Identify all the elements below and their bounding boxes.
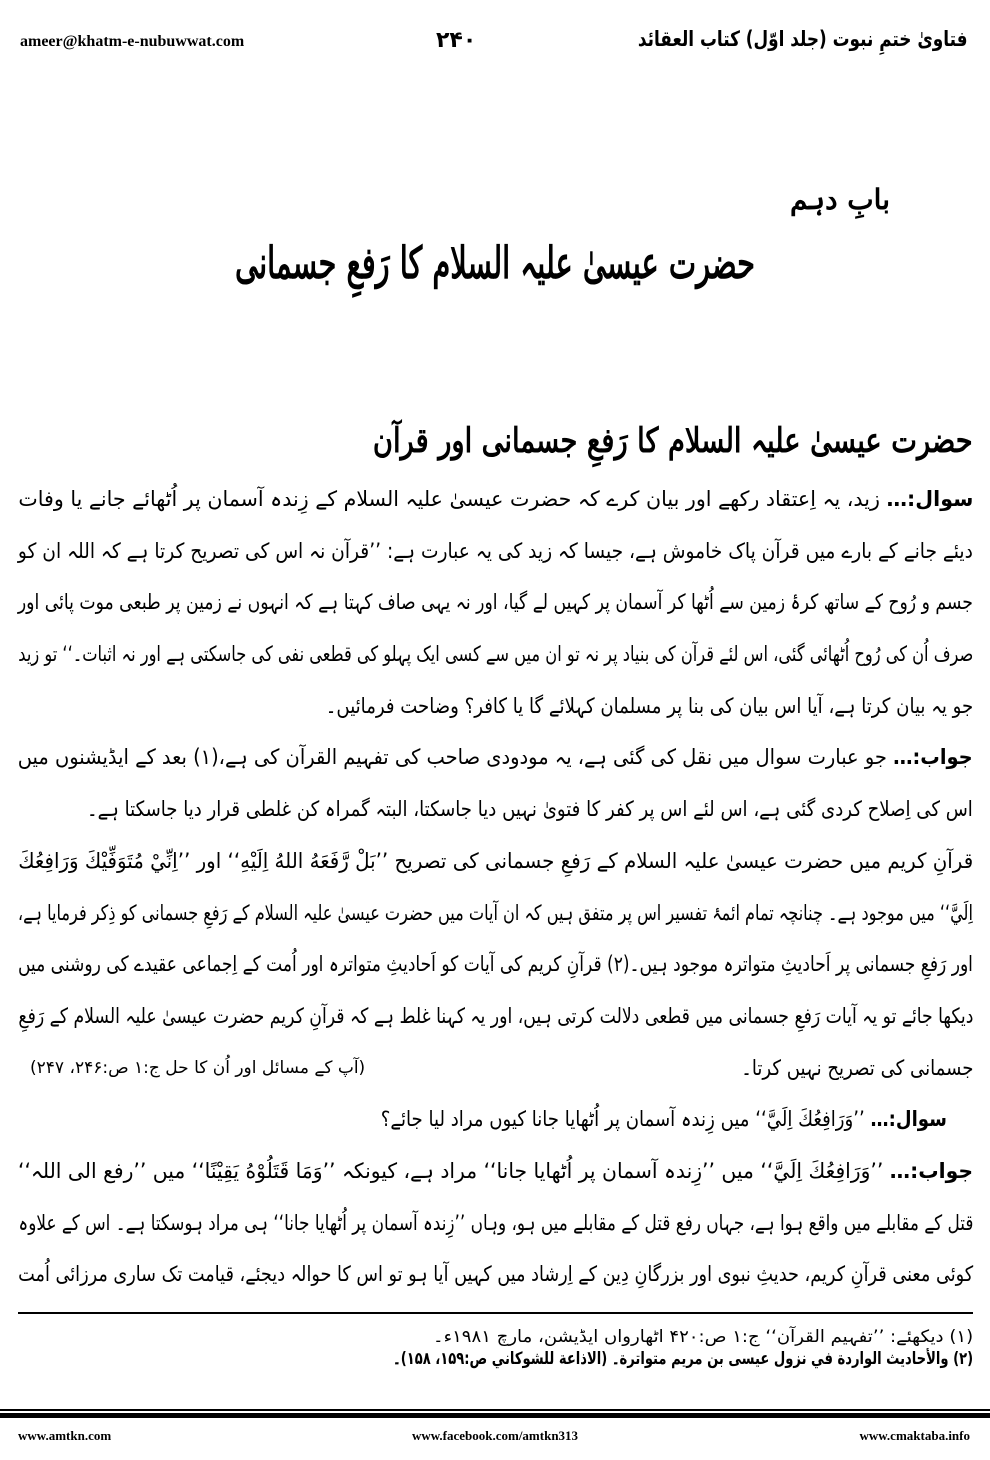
answer-label: جواب:… [889, 1158, 973, 1183]
book-title: فتاویٰ ختمِ نبوت (جلد اوّل) کتاب العقائد [638, 27, 968, 51]
footer-link-amtkn[interactable]: www.amtkn.com [18, 1428, 112, 1443]
body-line [18, 1249, 973, 1301]
footer-divider-thick [0, 1413, 990, 1418]
body-line [18, 681, 973, 733]
line-text: دیکھا جائے تو یہ آیات رَفعِ جسمانی میں قطعی دلالت کرتی ہیں، اور یہ کہنا غلط ہے کہ قرآنِ کریم حضرت عیسیٰ علیہ السلام کے رَفعِ [18, 1003, 973, 1028]
body-line [18, 991, 973, 1043]
body-text [18, 474, 973, 1301]
footer-link-cmaktaba[interactable]: www.cmaktaba.info [859, 1428, 970, 1443]
chapter-title: حضرت عیسیٰ علیہ السلام کا رَفعِ جسمانی [234, 238, 755, 289]
body-line [18, 474, 973, 526]
footnote-1: (۱) دیکھئے: ’’تفہیم القرآن‘‘ ج:۱ ص:۴۲۰ اٹھارواں ایڈیشن، مارچ ۱۹۸۱ء۔ [432, 1327, 973, 1347]
reference-citation: (آپ کے مسائل اور اُن کا حل ج:۱ ص:۲۴۶، ۲۴۷) [30, 1057, 366, 1078]
page-number: ۲۴۰ [436, 28, 477, 53]
body-line [18, 836, 973, 888]
footer-link-facebook[interactable]: www.facebook.com/amtkn313 [411, 1428, 579, 1443]
body-line [18, 1146, 973, 1198]
body-line [18, 629, 973, 681]
answer-label: جواب:… [893, 745, 973, 770]
body-line [18, 1198, 973, 1250]
line-text: جسم و رُوح کے ساتھ کرۂ زمین سے اُٹھا کر آسمان پر کہیں لے گیا، اور نہ یہی صاف کہتا ہے کہ انہوں نے زمین پر طبعی موت پائی اور [18, 590, 973, 615]
header-email: ameer@khatm-e-nubuwwat.com [20, 33, 245, 50]
line-text [18, 732, 973, 784]
line-text [18, 474, 973, 526]
line-text: ’’وَرَافِعُكَ اِلَيَّ‘‘ میں زِندہ آسمان پر اُٹھایا جانا کیوں مراد لیا جائے؟ [380, 1107, 871, 1132]
footnote-2: (۲) والأحاديث الواردة في نزول عيسى بن مريم متواترة۔ (الاذاعة للشوكاني ص:۱۵۹، ۱۵۸)۔ [392, 1349, 973, 1369]
body-line [18, 577, 973, 629]
line-text: اِلَيَّ‘‘ میں موجود ہے۔ چنانچہ تمام ائمۂ تفسیر اس پر متفق ہیں کہ ان آیات میں حضرت عیسیٰ علیہ السلام کے رَفعِ جسمانی کو ذِکر فرمایا ہے، [18, 900, 973, 925]
question-label: سوال:… [870, 1107, 947, 1132]
line-text: قرآنِ کریم میں حضرت عیسیٰ علیہ السلام کے رَفعِ جسمانی کی تصریح ’’بَلْ رَّفَعَهُ اللهُ اِلَيْهِ‘‘ اور ’’اِنِّيْ مُتَوَفِّيْكَ وَرَافِعُكَ [18, 848, 973, 873]
line-text: اس کی اِصلاح کردی گئی ہے، اس لئے اس پر کفر کا فتویٰ نہیں دیا جاسکتا، البتہ گمراہ کن غلطی قرار دیا جاسکتا ہے۔ [87, 797, 973, 822]
line-text: قتل کے مقابلے میں واقع ہوا ہے، جہاں رفع قتل کے مقابلے میں ہو، وہاں ’’زِندہ آسمان پر اُٹھایا جانا‘‘ ہی مراد ہوسکتا ہے۔ اس کے علاوہ [18, 1210, 973, 1235]
body-line [18, 939, 973, 991]
line-text: اور رَفعِ جسمانی پر اَحادیثِ متواترہ موجود ہیں۔(۲) قرآنِ کریم کی آیات کو اَحادیثِ متواترہ اور اُمت کے اِجماعی عقیدے کی روشنی میں [18, 952, 973, 977]
body-line [18, 1094, 973, 1146]
line-text: دیئے جانے کے بارے میں قرآن پاک خاموش ہے، جیسا کہ زید کی یہ عبارت ہے: ’’قرآن نہ اس کی تصریح کرتا ہے کہ اللہ ان کو [18, 538, 973, 563]
line-text: جو عبارت سوال میں نقل کی گئی ہے، یہ مودودی صاحب کی تفہیم القرآن کی ہے،(۱) بعد کے ایڈیشنوں میں [18, 745, 894, 770]
line-text: زید، یہ اِعتقاد رکھے اور بیان کرے کہ حضرت عیسیٰ علیہ السلام کے زِندہ آسمان پر اُٹھائے جانے یا وفات [18, 487, 887, 511]
footnote-divider [18, 1312, 973, 1314]
body-line [18, 1043, 973, 1095]
question-label: سوال:… [886, 487, 973, 511]
line-text: جسمانی کی تصریح نہیں کرتا۔ [740, 1055, 973, 1080]
line-text [18, 1146, 973, 1198]
line-text: کوئی معنی قرآنِ کریم، حدیثِ نبوی اور بزرگانِ دِین کے اِرشاد میں کہیں آیا ہو تو اس کا حوالہ دیجئے، قیامت تک ساری مرزائی اُمت [17, 1262, 973, 1287]
body-line [18, 888, 973, 940]
body-line [18, 784, 973, 836]
line-text: جو یہ بیان کرتا ہے، آیا اس بیان کی بنا پر مسلمان کہلائے گا یا کافر؟ وضاحت فرمائیں۔ [325, 693, 973, 718]
line-text: ’’وَرَافِعُكَ اِلَيَّ‘‘ میں ’’زِندہ آسمان پر اُٹھایا جانا‘‘ مراد ہے، کیونکہ ’’وَمَا قَتَلُوْهُ يَقِيْنًا‘‘ میں ’’رفع الی اللہ‘‘ [18, 1158, 890, 1183]
line-text [381, 1094, 947, 1146]
line-text: صرف اُن کی رُوح اُٹھائی گئی، اس لئے قرآن کی بنیاد پر نہ تو ان میں سے کسی ایک پہلو کی قطعی نفی کی جاسکتی ہے اور نہ اثبات۔‘‘ تو زید [18, 642, 973, 667]
footer-divider-thin [0, 1409, 990, 1411]
section-heading: حضرت عیسیٰ علیہ السلام کا رَفعِ جسمانی اور قرآن [373, 421, 973, 461]
chapter-label: بابِ دہم [790, 183, 890, 216]
body-line [18, 732, 973, 784]
body-line [18, 526, 973, 578]
